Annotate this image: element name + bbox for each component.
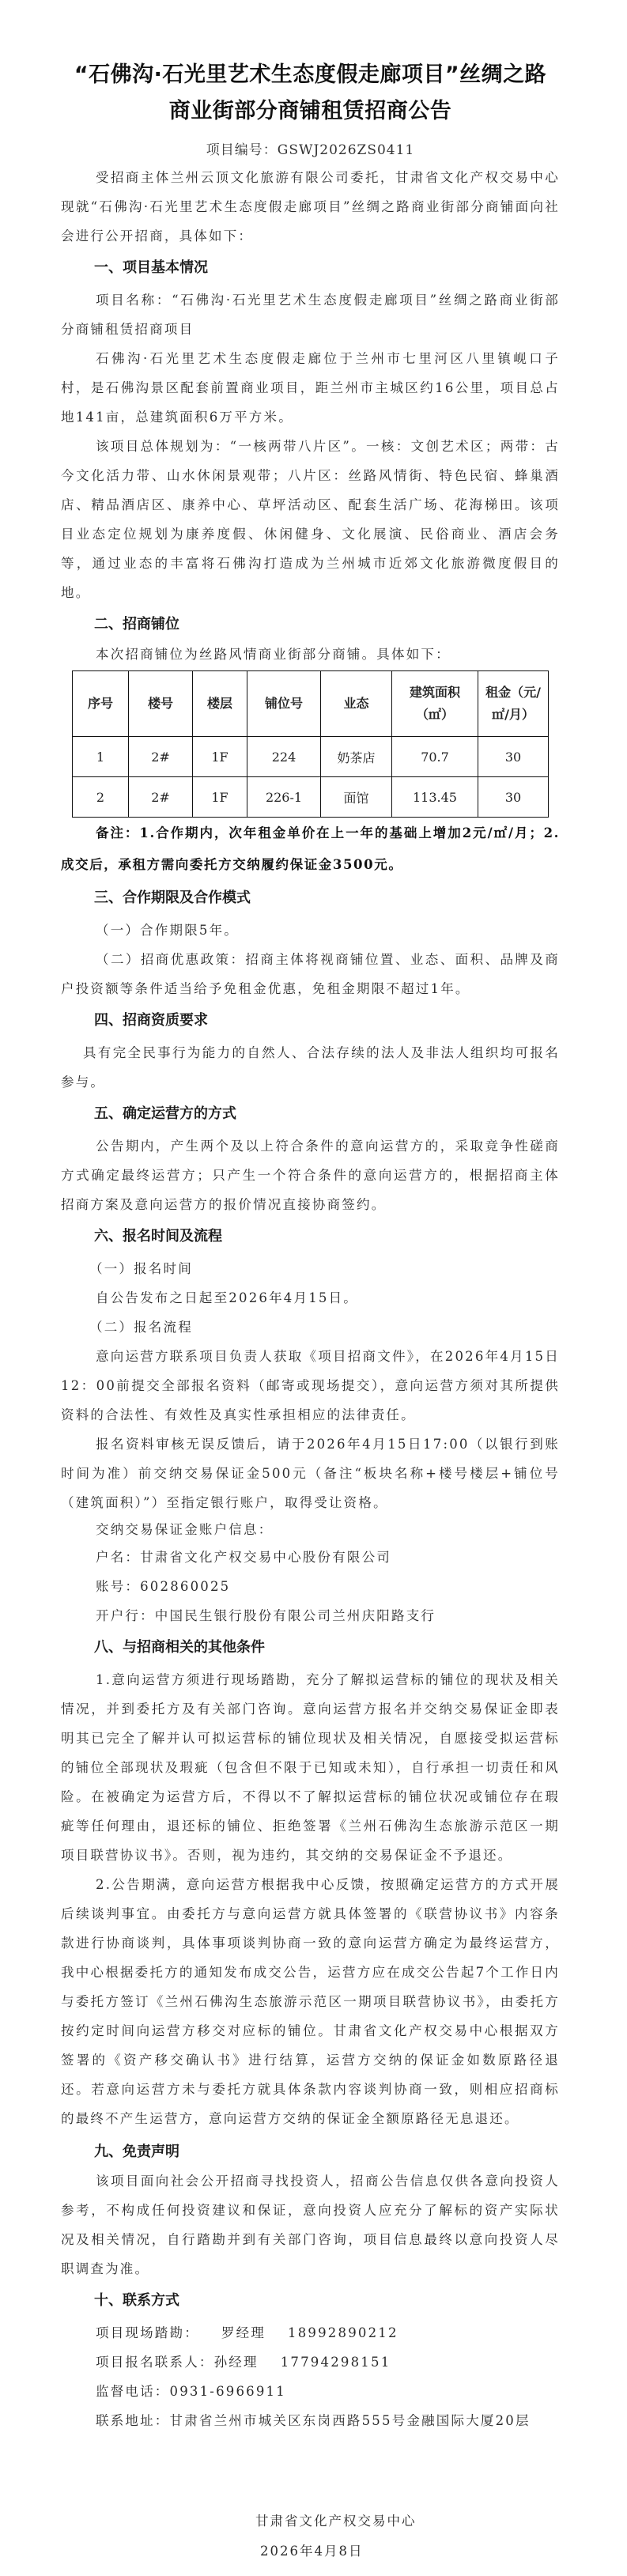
contact-site-label: 项目现场踏勘： [96, 2325, 199, 2340]
section-heading-6: 六、报名时间及流程 [94, 1228, 222, 1245]
cooperation-period: （一）合作期限5年。 [96, 923, 239, 938]
flow-paragraph-1: 意向运营方联系项目负责人获取《项目招商文件》，在2026年4月15日12：00前提交全部报名资料（邮寄或现场提交），意向运营方须对其所提供资料的合法性、有效性及真实性承担相应的法律责任。 [61, 1349, 560, 1422]
sub-heading-time: （一）报名时间 [89, 1261, 193, 1276]
section-heading-2: 二、招商铺位 [94, 616, 179, 633]
cell-area: 113.45 [392, 777, 478, 818]
section-heading-5: 五、确定运营方的方式 [94, 1105, 236, 1122]
cell-floor: 1F [193, 777, 247, 818]
supervision-phone: 监督电话：0931-6966911 [96, 2384, 286, 2399]
col-header-index: 序号 [73, 671, 129, 737]
signature-block [61, 2506, 560, 2567]
table-header-row [73, 671, 549, 737]
section-heading-3: 三、合作期限及合作模式 [94, 890, 251, 906]
section-heading-4: 四、招商资质要求 [94, 1012, 208, 1029]
sub-heading-flow: （二）报名流程 [89, 1320, 193, 1335]
col-header-area: 建筑面积（㎡） [392, 671, 478, 737]
contact-reg-phone: 17794298151 [280, 2355, 391, 2370]
cell-rent: 30 [478, 777, 549, 818]
project-name-paragraph: 项目名称：“石佛沟·石光里艺术生态度假走廊项目”丝绸之路商业街部分商铺租赁招商项目 [61, 293, 560, 337]
contact-reg-person: 孙经理 [213, 2355, 259, 2370]
project-number [61, 138, 560, 163]
condition-paragraph-2: 2.公告期满，意向运营方根据我中心反馈，按照确定运营方的方式开展后续谈判事宜。由委托方与意向运营方就具体签署的《联营协议书》内容条款进行协商谈判，具体事项谈判协商一致的意向运营方确定为最终运营方，我中心根据委托方的通知发布成交公告，运营方应在成交公告起7个工作日内与委托方签订《兰州石佛沟生态旅游示范区一期项目联营协议书》，由委托方按约定时间向运营方移交对应标的铺位。甘肃省文化产权交易中心根据双方签署的《资产移交确认书》进行结算，运营方交纳的保证金如数原路径退还。若意向运营方未与委托方就具体条款内容谈判协商一致，则相应招商标的最终不产生运营方，意向运营方交纳的保证金全额原路径无息退还。 [61, 1877, 560, 2126]
contact-site-phone: 18992890212 [288, 2325, 398, 2340]
col-header-shop-no: 铺位号 [247, 671, 321, 737]
cell-shop-no: 226-1 [247, 777, 321, 818]
project-number-value: GSWJ2026ZS0411 [277, 142, 415, 158]
cell-building: 2# [129, 737, 193, 777]
flow-paragraph-2: 报名资料审核无误反馈后，请于2026年4月15日17:00（以银行到账时间为准）前交纳交易保证金500元（备注“板块名称+楼号楼层+铺位号（建筑面积）”）至指定银行账户，取得受让资格。 [61, 1437, 560, 1510]
col-header-floor: 楼层 [193, 671, 247, 737]
col-header-business: 业态 [321, 671, 392, 737]
contact-registration [61, 2347, 560, 2377]
project-number-label: 项目编号： [206, 142, 278, 158]
location-paragraph: 石佛沟·石光里艺术生态度假走廊位于兰州市七里河区八里镇岘口子村，是石佛沟景区配套前置商业项目，距兰州市主城区约16公里，项目总占地141亩，总建筑面积6万平方米。 [61, 351, 560, 425]
shops-lead-paragraph: 本次招商铺位为丝路风情商业街部分商铺。具体如下： [96, 647, 451, 662]
contact-reg-label: 项目报名联系人： [96, 2355, 214, 2370]
contact-site-survey [61, 2318, 560, 2347]
cell-building: 2# [129, 777, 193, 818]
planning-paragraph: 该项目总体规划为：“一核两带八片区”。一核：文创艺术区；两带：古今文化活力带、山水休闲景观带；八片区：丝路风情街、特色民宿、蜂巢酒店、精品酒店区、康养中心、草坪活动区、配套生活广场、花海梯田。该项目业态定位规划为康养度假、休闲健身、文化展演、民俗商业、酒店会务等，通过业态的丰富将石佛沟打造成为兰州城市近郊文化旅游微度假目的地。 [61, 439, 560, 600]
cell-shop-no: 224 [247, 737, 321, 777]
table-row [73, 737, 549, 777]
account-title: 交纳交易保证金账户信息： [96, 1522, 274, 1537]
cell-floor: 1F [193, 737, 247, 777]
incentive-policy: （二）招商优惠政策：招商主体将视商铺位置、业态、面积、品牌及商户投资额等条件适当给予免租金优惠，免租金期限不超过1年。 [61, 952, 560, 996]
condition-paragraph-1: 1.意向运营方须进行现场踏勘，充分了解拟运营标的铺位的现状及相关情况，并到委托方及有关部门咨询。意向运营方报名并交纳交易保证金即表明其已完全了解并认可拟运营标的铺位现状及相关情况，自愿接受拟运营标的铺位全部现状及瑕疵（包含但不限于已知或未知），自行承担一切责任和风险。在被确定为运营方后，不得以不了解拟运营标的铺位状况或铺位存在瑕疵等任何理由，退还标的铺位、拒绝签署《兰州石佛沟生态旅游示范区一期项目联营协议书》。否则，视为违约，其交纳的交易保证金不予退还。 [61, 1672, 560, 1863]
shops-table [72, 670, 549, 818]
shops-note: 备注：1.合作期内，次年租金单价在上一年的基础上增加2元/㎡/月；2.成交后，承租方需向委托方交纳履约保证金3500元。 [61, 825, 560, 872]
account-number: 账号：602860025 [96, 1579, 231, 1594]
disclaimer-paragraph: 该项目面向社会公开招商寻找投资人，招商公告信息仅供各意向投资人参考，不构成任何投资建议和保证，意向投资人应充分了解标的资产实际状况及相关情况，自行踏勘并到有关部门咨询，项目信息最终以意向投资人尽职调查为准。 [61, 2174, 560, 2276]
cell-rent: 30 [478, 737, 549, 777]
cell-index: 2 [73, 777, 129, 818]
col-header-rent: 租金（元/㎡/月） [478, 671, 549, 737]
section-heading-10: 十、联系方式 [94, 2292, 179, 2309]
cell-business: 奶茶店 [321, 737, 392, 777]
page-title: “石佛沟·石光里艺术生态度假走廊项目”丝绸之路商业街部分商铺租赁招商公告 [74, 62, 547, 123]
contact-address: 联系地址：甘肃省兰州市城关区东岗西路555号金融国际大厦20层 [96, 2413, 531, 2428]
account-bank: 开户行：中国民生银行股份有限公司兰州庆阳路支行 [96, 1608, 436, 1623]
cell-business: 面馆 [321, 777, 392, 818]
section-heading-9: 九、免责声明 [94, 2144, 179, 2160]
section-heading-8: 八、与招商相关的其他条件 [94, 1639, 265, 1656]
issue-date: 2026年4月8日 [260, 2544, 364, 2559]
col-header-building: 楼号 [129, 671, 193, 737]
cell-area: 70.7 [392, 737, 478, 777]
contact-site-person: 罗经理 [221, 2325, 266, 2340]
account-name: 户名：甘肃省文化产权交易中心股份有限公司 [96, 1550, 391, 1565]
section-heading-1: 一、项目基本情况 [94, 259, 208, 276]
cell-index: 1 [73, 737, 129, 777]
registration-time: 自公告发布之日起至2026年4月15日。 [96, 1290, 358, 1305]
intro-paragraph: 受招商主体兰州云顶文化旅游有限公司委托，甘肃省文化产权交易中心现就“石佛沟·石光里艺术生态度假走廊项目”丝绸之路商业街部分商铺面向社会进行公开招商，具体如下： [61, 170, 560, 244]
selection-method-paragraph: 公告期内，产生两个及以上符合条件的意向运营方的，采取竞争性磋商方式确定最终运营方；只产生一个符合条件的意向运营方的，根据招商主体招商方案及意向运营方的报价情况直接协商签约。 [61, 1139, 560, 1212]
table-row [73, 777, 549, 818]
issuer-name: 甘肃省文化产权交易中心 [255, 2514, 417, 2529]
qualification-paragraph: 具有完全民事行为能力的自然人、合法存续的法人及非法人组织均可报名参与。 [61, 1045, 560, 1090]
